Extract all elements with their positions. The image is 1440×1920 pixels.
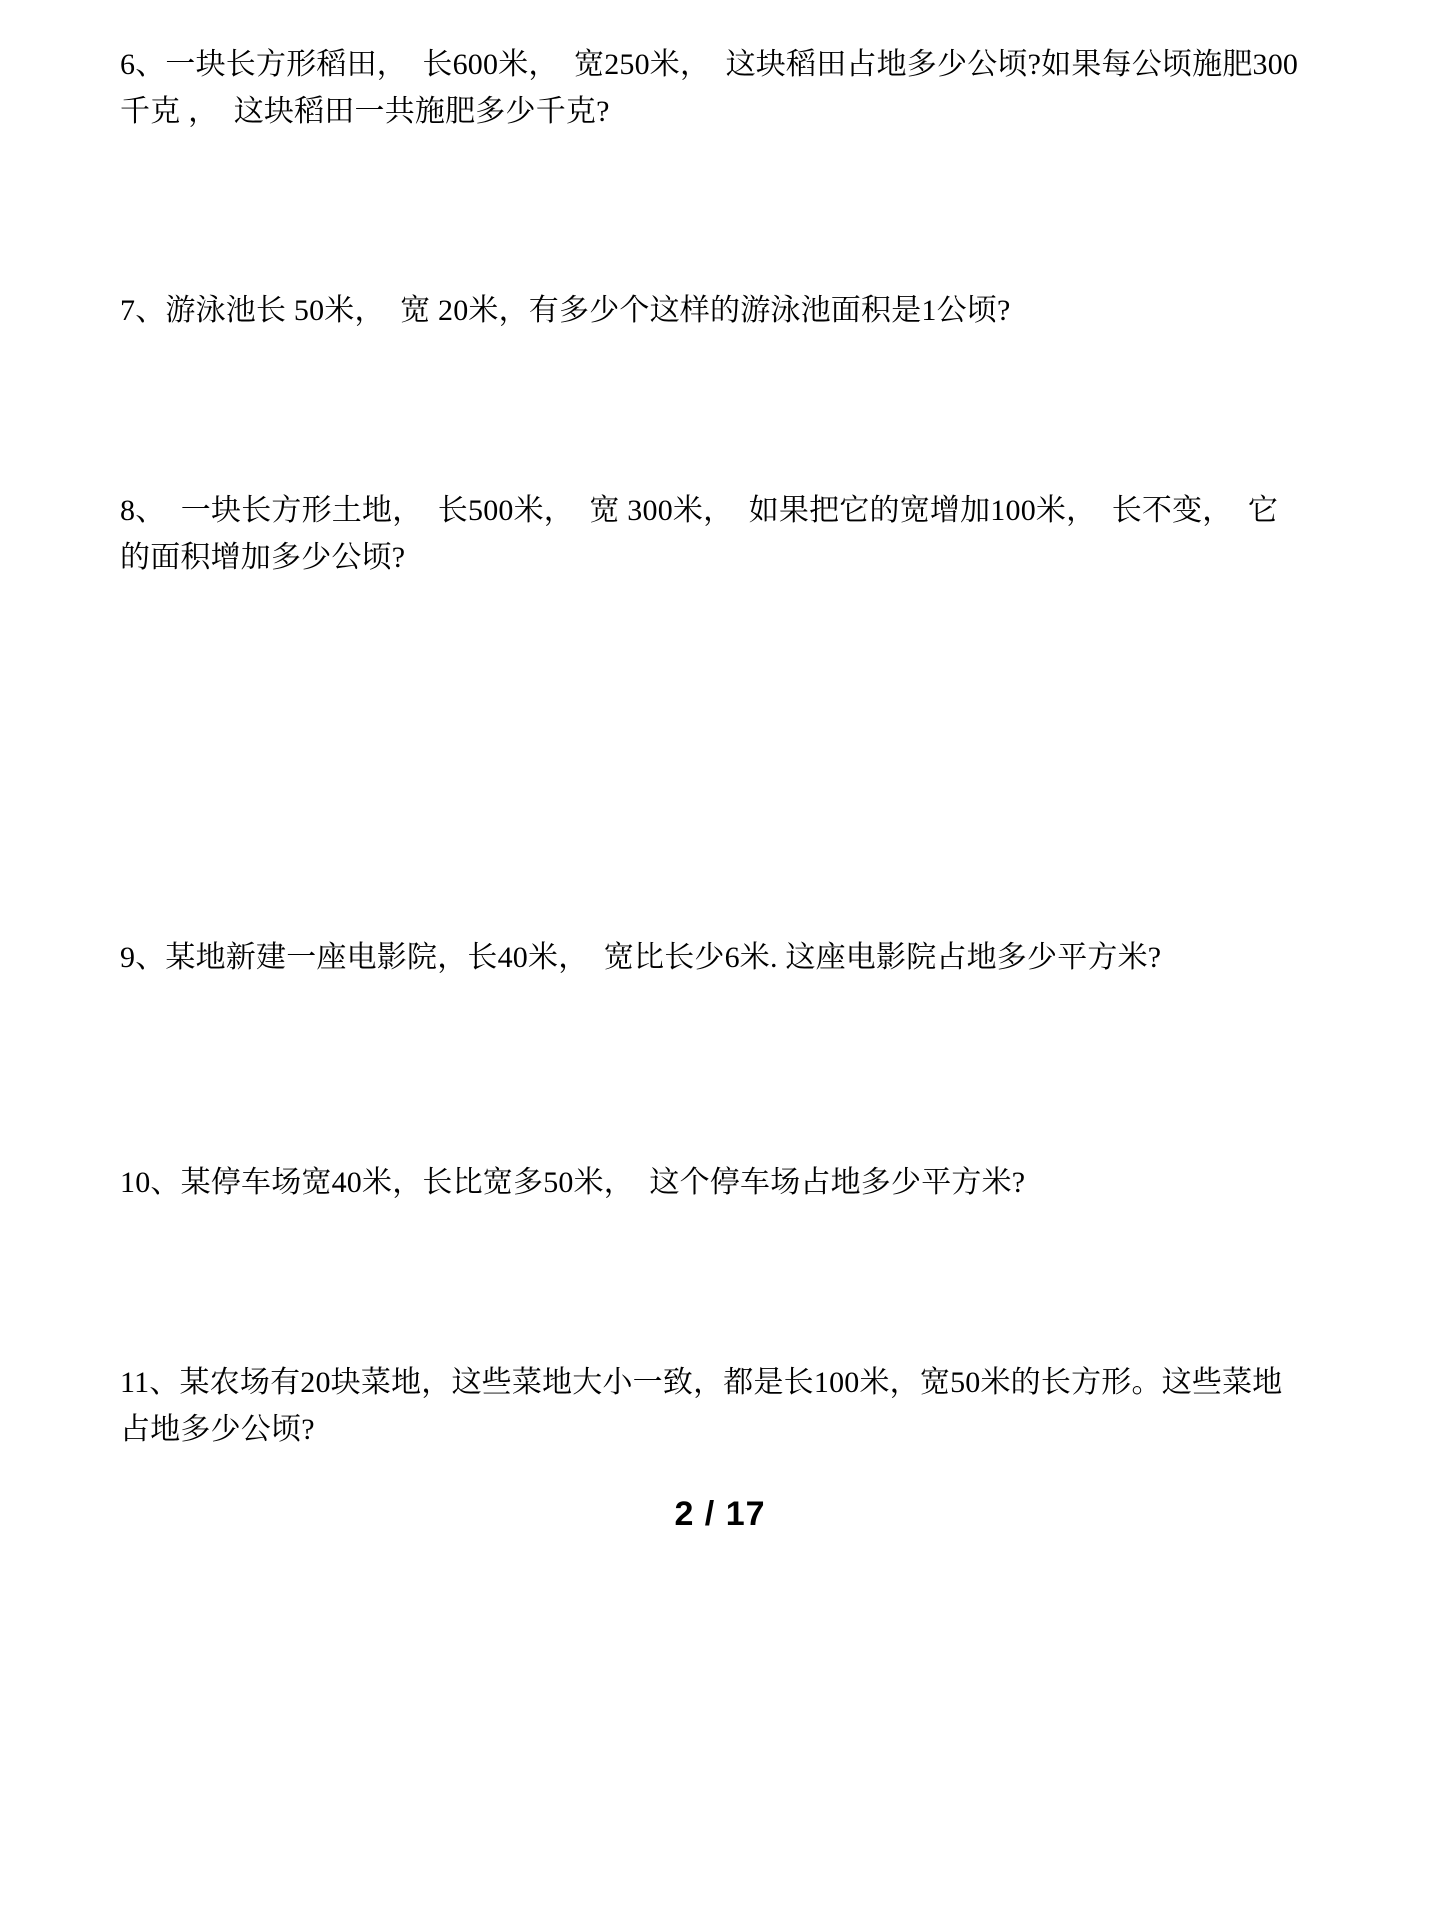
problem-item-11: 11、某农场有20块菜地，这些菜地大小一致，都是长100米，宽50米的长方形。这些菜地占地多少公顷? [120,1366,1283,1446]
problem-item-10: 10、某停车场宽40米，长比宽多50米， 这个停车场占地多少平方米? [120,1166,1026,1199]
page-number: 2 / 17 [674,1495,766,1533]
problem-item-8: 8、 一块长方形土地， 长500米， 宽 300米， 如果把它的宽增加100米， 长不变， 它的面积增加多少公顷? [120,494,1279,574]
problem-item-6: 6、一块长方形稻田， 长600米， 宽250米， 这块稻田占地多少公顷?如果每公顷施肥300千克 ， 这块稻田一共施肥多少千克? [120,48,1299,128]
problem-item-7: 7、游泳池长 50米， 宽 20米，有多少个这样的游泳池面积是1公顷? [120,294,1011,327]
problem-item-9: 9、某地新建一座电影院，长40米， 宽比长少6米. 这座电影院占地多少平方米? [120,941,1162,974]
